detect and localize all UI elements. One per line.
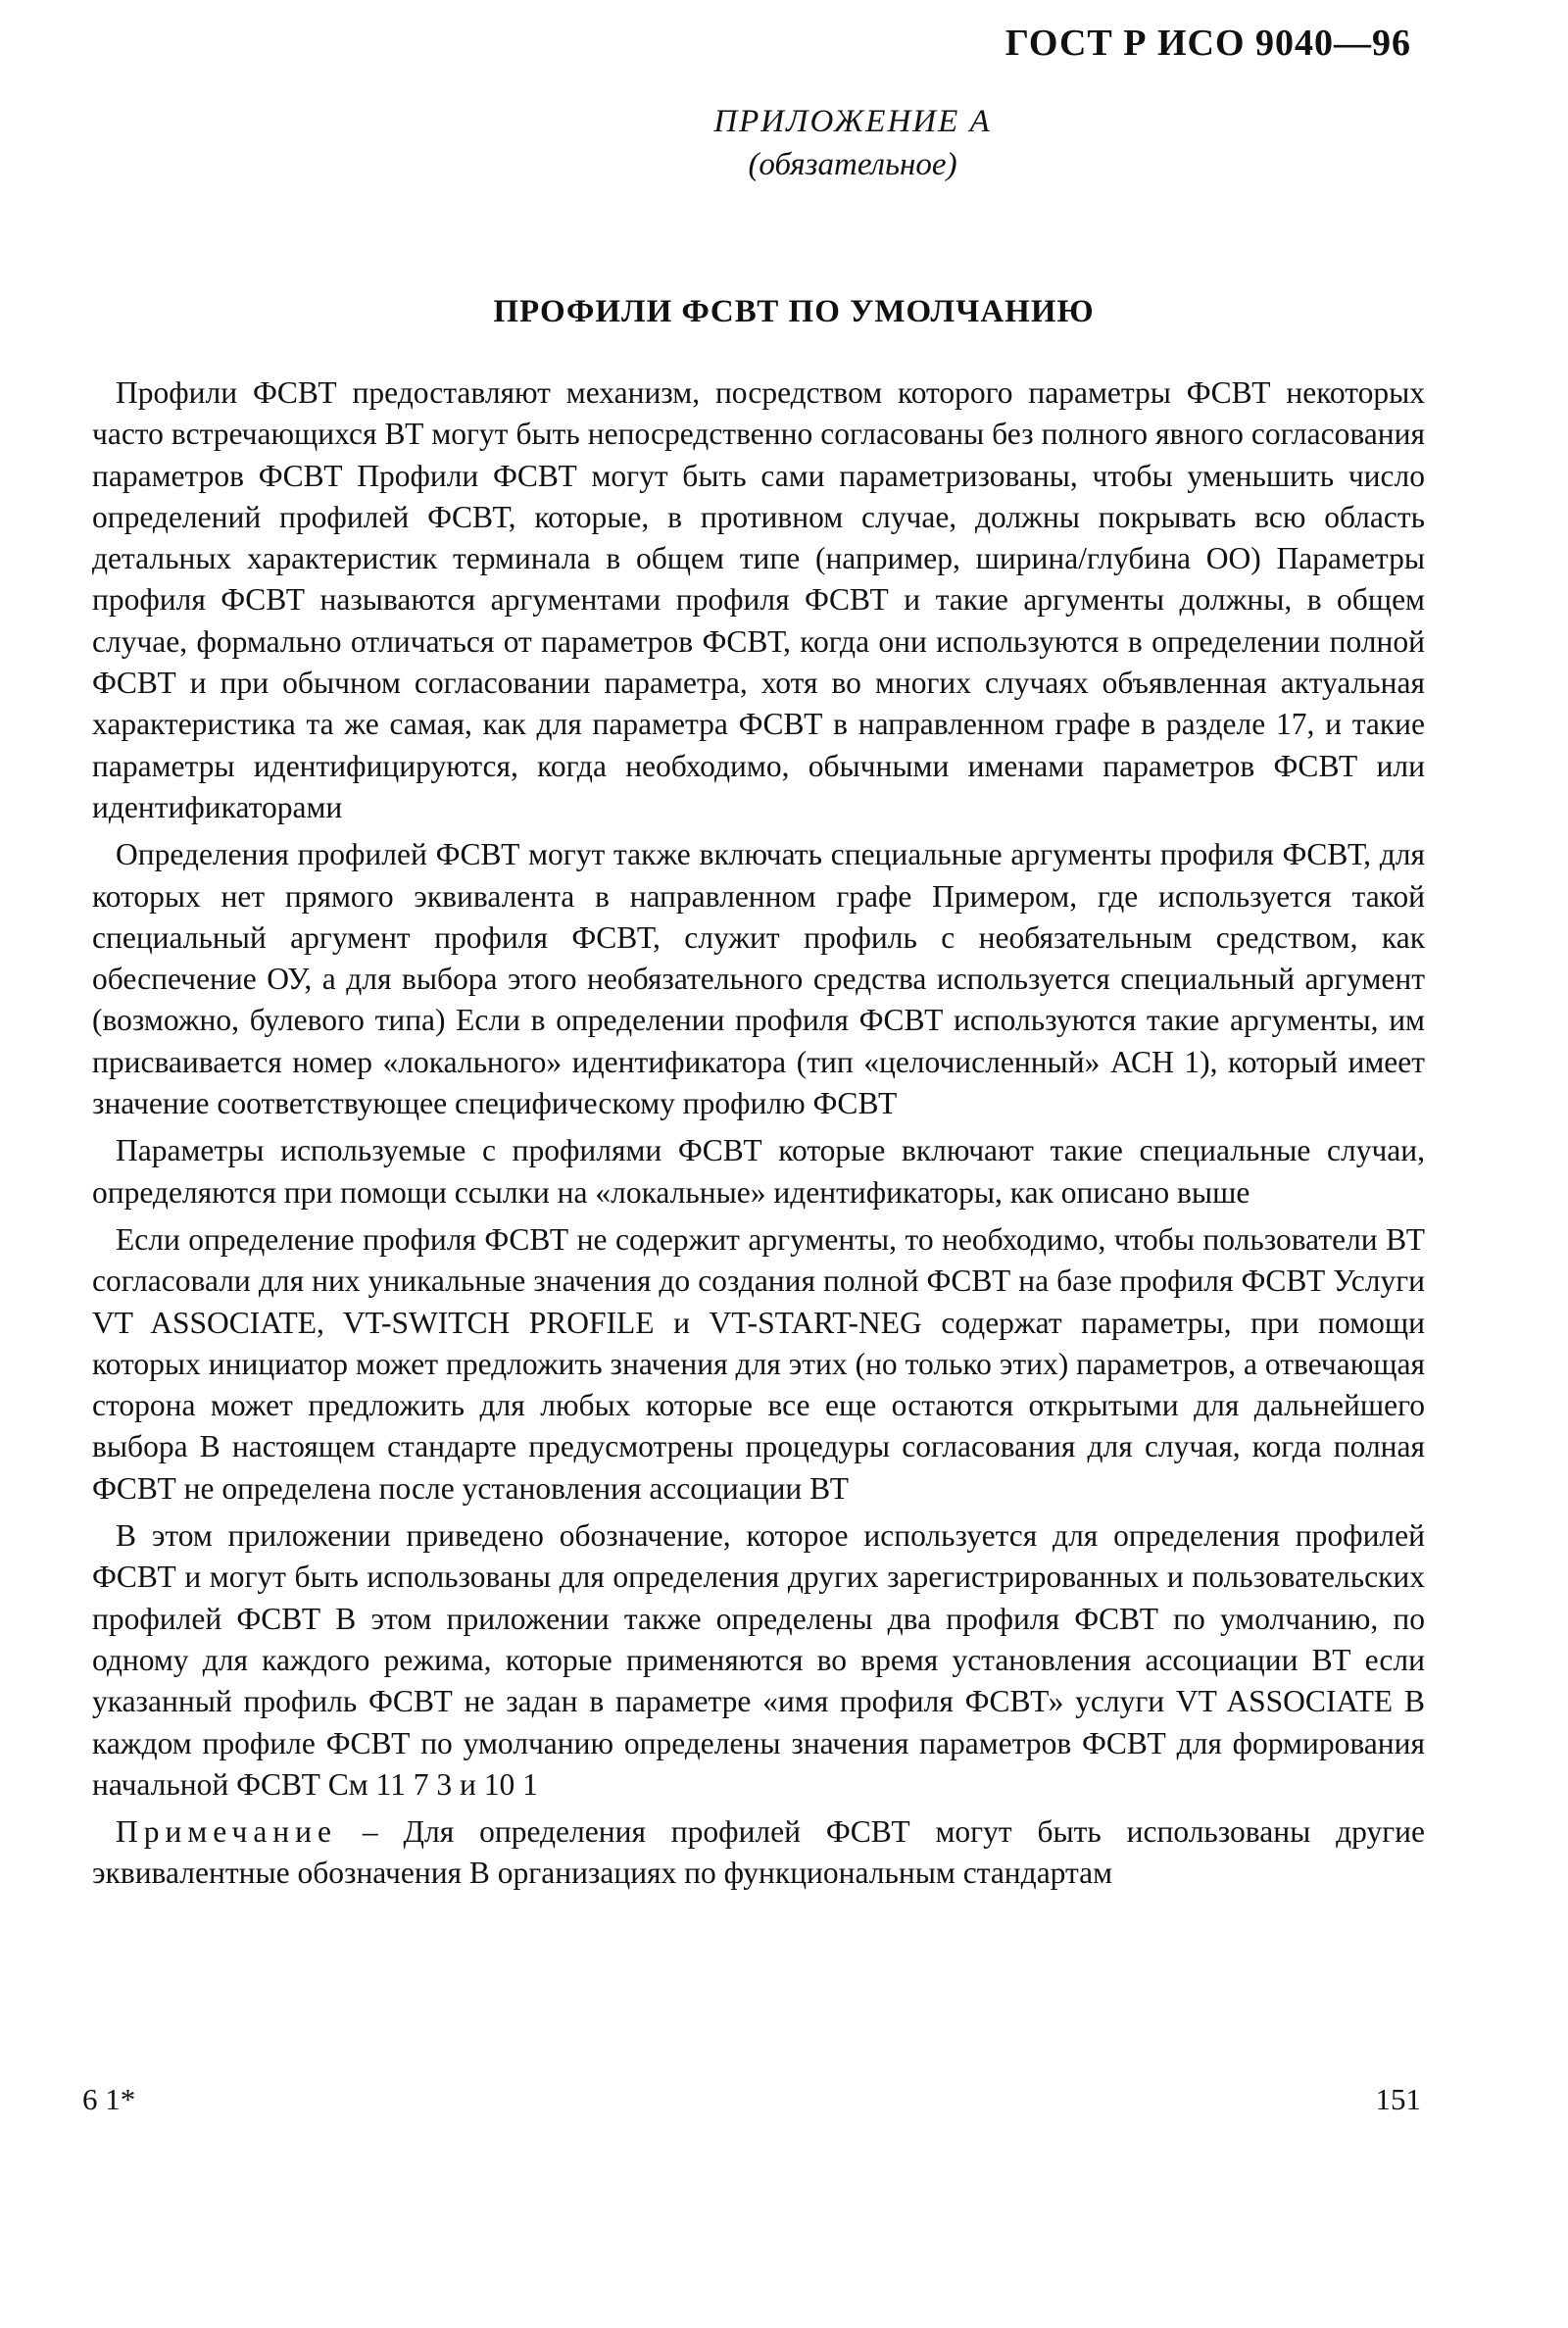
appendix-title: ПРИЛОЖЕНИЕ А [713, 104, 992, 139]
paragraph: Параметры используемые с профилями ФСВТ которые включают такие специальные случаи, определяются при помощи ссылки на «локальные» идентификаторы, как описано выше [92, 1133, 1425, 1210]
note-label: Примечание [116, 1814, 338, 1850]
section-title: ПРОФИЛИ ФСВТ ПО УМОЛЧАНИЮ [493, 294, 1095, 329]
standard-code: ГОСТ Р ИСО 9040—96 [1004, 23, 1411, 64]
page-number: 151 [1375, 2082, 1421, 2116]
paragraph: В этом приложении приведено обозначение, которое используется для определения профилей ФСВТ и могут быть использованы для определения других зарегистрированных и пользовательских профилей ФСВТ В этом приложении также определены два профиля ФСВТ по умолчанию, по одному для каждого режима, которые применяются во время установления ассоциации ВТ если указанный профиль ФСВТ не задан в параметре «имя профиля ФСВТ» услуги VT ASSOCIATE В каждом профиле ФСВТ по умолчанию определены значения параметров ФСВТ для формирования начальной ФСВТ См 11 7 3 и 10 1 [92, 1518, 1425, 1802]
paragraph: Определения профилей ФСВТ могут также включать специальные аргументы профиля ФСВТ, для которых нет прямого эквивалента в направленном графе Примером, где используется такой специальный аргумент профиля ФСВТ, служит профиль с необязательным средством, как обеспечение ОУ, а для выбора этого необязательного средства используется специальный аргумент (возможно, булевого типа) Если в определении профиля ФСВТ используются такие аргументы, им присваивается номер «локального» идентификатора (тип «целочисленный» АСН 1), который имеет значение соответствующее специфическому профилю ФСВТ [92, 837, 1425, 1121]
signature-mark: 6 1* [82, 2082, 136, 2116]
appendix-status: (обязательное) [748, 147, 957, 182]
body-text [92, 372, 1425, 1901]
appendix-heading [0, 100, 1568, 186]
note-text: – Для определения профилей ФСВТ могут быть использованы другие эквивалентные обозначения В организациях по функциональным стандартам [92, 1814, 1425, 1891]
paragraph: Если определение профиля ФСВТ не содержит аргументы, то необходимо, чтобы пользователи ВТ согласовали для них уникальные значения до создания полной ФСВТ на базе профиля ФСВТ Услуги VT ASSOCIATE, VT-SWITCH PROFILE и VT-START-NEG содержат параметры, при помощи которых инициатор может предложить значения для этих (но только этих) параметров, а отвечающая сторона может предложить для любых которые все еще остаются открытыми для дальнейшего выбора В настоящем стандарте предусмотрены процедуры согласования для случая, когда полная ФСВТ не определена после установления ассоциации ВТ [92, 1221, 1425, 1506]
paragraph: Профили ФСВТ предоставляют механизм, посредством которого параметры ФСВТ некоторых часто встречающихся ВТ могут быть непосредственно согласованы без полного явного согласования параметров ФСВТ Профили ФСВТ могут быть сами параметризованы, чтобы уменьшить число определений профилей ФСВТ, которые, в противном случае, должны покрывать всю область детальных характеристик терминала в общем типе (например, ширина/глубина ОО) Параметры профиля ФСВТ называются аргументами профиля ФСВТ и такие аргументы должны, в общем случае, формально отличаться от параметров ФСВТ, когда они используются в определении полной ФСВТ и при обычном согласовании параметра, хотя во многих случаях объявленная актуальная характеристика та же самая, как для параметра ФСВТ в направленном графе в разделе 17, и такие параметры идентифицируются, когда необходимо, обычными именами параметров ФСВТ или идентификаторами [92, 375, 1425, 824]
note-paragraph [92, 1811, 1425, 1895]
